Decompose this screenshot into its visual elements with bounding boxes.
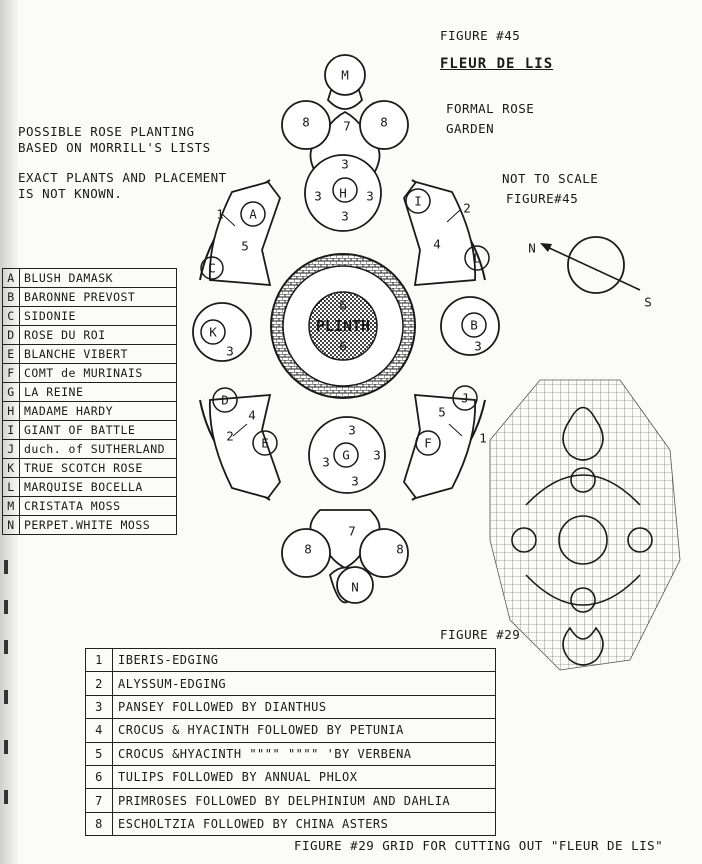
- bed-number: 4: [433, 236, 441, 252]
- figure-caption: FIGURE #29 GRID FOR CUTTING OUT "FLEUR DE LIS": [294, 838, 664, 853]
- legend-name: MADAME HARDY: [20, 402, 177, 421]
- bed-number: 2: [463, 200, 471, 216]
- bed-number: 2: [226, 428, 234, 444]
- rose-label-j: J: [461, 390, 469, 406]
- legend-key: F: [3, 364, 20, 383]
- grid-figure-label: FIGURE #29: [440, 627, 521, 642]
- bed-number: 3: [322, 454, 330, 470]
- legend-name: ALYSSUM-EDGING: [113, 672, 496, 695]
- table-row: [3, 269, 177, 288]
- bed-number: 3: [226, 343, 234, 359]
- legend-name: duch. of SUTHERLAND: [20, 440, 177, 459]
- bed-number: 6: [339, 338, 347, 354]
- legend-key: C: [3, 307, 20, 326]
- table-row: [3, 421, 177, 440]
- legend-name: COMT de MURINAIS: [20, 364, 177, 383]
- legend-key: G: [3, 383, 20, 402]
- note-line-4: IS NOT KNOWN.: [18, 186, 123, 201]
- table-row: [3, 440, 177, 459]
- subtitle-line-2: GARDEN: [446, 121, 495, 136]
- table-row: [3, 307, 177, 326]
- not-to-scale-note: NOT TO SCALE: [502, 171, 599, 186]
- legend-name: TULIPS FOLLOWED BY ANNUAL PHLOX: [113, 765, 496, 788]
- bed-number: 8: [396, 541, 404, 557]
- table-row: [3, 345, 177, 364]
- legend-key: 4: [86, 719, 113, 742]
- legend-name: ESCHOLTZIA FOLLOWED BY CHINA ASTERS: [113, 812, 496, 835]
- table-row: [86, 742, 496, 765]
- page-title: FLEUR DE LIS: [440, 56, 554, 72]
- bed-number: 3: [474, 338, 482, 354]
- compass-north-label: N: [528, 240, 536, 256]
- rose-label-h: H: [339, 185, 347, 201]
- legend-name: BLANCHE VIBERT: [20, 345, 177, 364]
- bed-number: 8: [380, 114, 388, 130]
- table-row: [86, 765, 496, 788]
- compass-south-label: S: [644, 294, 652, 310]
- rose-label-e: E: [261, 435, 269, 451]
- legend-name: CRISTATA MOSS: [20, 497, 177, 516]
- bed-number: 3: [366, 188, 374, 204]
- bed-number: 3: [314, 188, 322, 204]
- plant-legend-table: [85, 648, 496, 836]
- legend-key: M: [3, 497, 20, 516]
- table-row: [3, 402, 177, 421]
- table-row: [86, 672, 496, 695]
- rose-label-a: A: [249, 206, 257, 222]
- figure-number: FIGURE #45: [440, 28, 521, 43]
- bed-number: 4: [248, 407, 256, 423]
- legend-key: 2: [86, 672, 113, 695]
- legend-key: 8: [86, 812, 113, 835]
- legend-key: 7: [86, 789, 113, 812]
- legend-key: B: [3, 288, 20, 307]
- note-line-1: POSSIBLE ROSE PLANTING: [18, 124, 195, 139]
- legend-name: LA REINE: [20, 383, 177, 402]
- bed-number: 7: [348, 523, 356, 539]
- rose-label-i: I: [414, 193, 422, 209]
- rose-label-n: N: [351, 579, 359, 595]
- bed-number: 7: [343, 118, 351, 134]
- figure-number-2: FIGURE#45: [506, 191, 579, 206]
- table-row: [3, 516, 177, 535]
- legend-key: L: [3, 478, 20, 497]
- subtitle-line-1: FORMAL ROSE: [446, 101, 535, 116]
- legend-name: PERPET.WHITE MOSS: [20, 516, 177, 535]
- legend-name: ROSE DU ROI: [20, 326, 177, 345]
- legend-name: SIDONIE: [20, 307, 177, 326]
- table-row: [86, 812, 496, 835]
- bed-number: 3: [341, 156, 349, 172]
- note-line-2: BASED ON MORRILL'S LISTS: [18, 140, 211, 155]
- rose-label-d: D: [221, 392, 229, 408]
- legend-key: 5: [86, 742, 113, 765]
- note-line-3: EXACT PLANTS AND PLACEMENT: [18, 170, 227, 185]
- legend-name: TRUE SCOTCH ROSE: [20, 459, 177, 478]
- bed-number: 3: [373, 447, 381, 463]
- legend-key: E: [3, 345, 20, 364]
- legend-key: 6: [86, 765, 113, 788]
- rose-label-c: C: [208, 260, 216, 276]
- rose-label-g: G: [342, 447, 350, 463]
- legend-name: CROCUS &HYACINTH """" """" 'BY VERBENA: [113, 742, 496, 765]
- bed-number: 5: [438, 404, 446, 420]
- legend-name: BLUSH DAMASK: [20, 269, 177, 288]
- bed-number: 3: [341, 208, 349, 224]
- legend-key: H: [3, 402, 20, 421]
- table-row: [3, 326, 177, 345]
- bed-number: 3: [351, 473, 359, 489]
- table-row: [86, 789, 496, 812]
- legend-name: PANSEY FOLLOWED BY DIANTHUS: [113, 695, 496, 718]
- legend-key: I: [3, 421, 20, 440]
- legend-key: 1: [86, 649, 113, 672]
- compass: [540, 237, 640, 293]
- table-row: [86, 649, 496, 672]
- bed-number: 1: [216, 206, 224, 222]
- legend-key: D: [3, 326, 20, 345]
- legend-name: MARQUISE BOCELLA: [20, 478, 177, 497]
- bed-number: 6: [339, 297, 347, 313]
- rose-label-l: L: [473, 250, 481, 266]
- table-row: [86, 695, 496, 718]
- bed-number: 1: [479, 430, 487, 446]
- rose-legend-table: [2, 268, 177, 535]
- table-row: [3, 364, 177, 383]
- table-row: [86, 719, 496, 742]
- legend-name: BARONNE PREVOST: [20, 288, 177, 307]
- table-row: [3, 288, 177, 307]
- legend-key: N: [3, 516, 20, 535]
- fleur-bottom: [282, 417, 408, 603]
- bed-number: 3: [348, 422, 356, 438]
- legend-name: CROCUS & HYACINTH FOLLOWED BY PETUNIA: [113, 719, 496, 742]
- legend-name: PRIMROSES FOLLOWED BY DELPHINIUM AND DAHLIA: [113, 789, 496, 812]
- plinth-label: PLINTH: [315, 317, 371, 335]
- legend-name: IBERIS-EDGING: [113, 649, 496, 672]
- legend-key: 3: [86, 695, 113, 718]
- table-row: [3, 459, 177, 478]
- rose-label-b: B: [470, 317, 478, 333]
- table-row: [3, 478, 177, 497]
- rose-label-m: M: [341, 67, 349, 83]
- rose-label-k: K: [209, 324, 217, 340]
- table-row: [3, 383, 177, 402]
- bed-number: 8: [302, 114, 310, 130]
- bed-number: 5: [241, 238, 249, 254]
- legend-key: K: [3, 459, 20, 478]
- rose-label-f: F: [424, 435, 432, 451]
- table-row: [3, 497, 177, 516]
- legend-key: J: [3, 440, 20, 459]
- legend-name: GIANT OF BATTLE: [20, 421, 177, 440]
- bed-number: 8: [304, 541, 312, 557]
- legend-key: A: [3, 269, 20, 288]
